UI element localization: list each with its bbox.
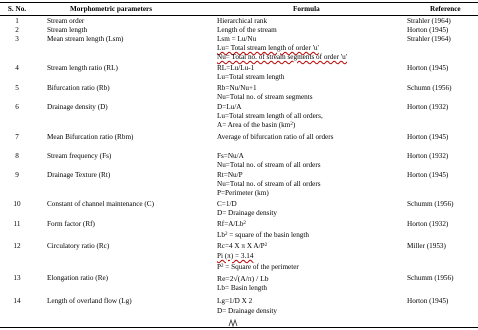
- row-13-formula-2: Lb= Basin length: [217, 284, 267, 292]
- row-10-formula-1: C=1/D: [217, 200, 237, 208]
- row-3-formula-1: Lsm = Lu/Nu: [217, 35, 257, 43]
- row-5-ref: Schumn (1956): [407, 84, 452, 92]
- table-bottom-rule: [0, 327, 478, 328]
- row-1-sno: 1: [15, 17, 19, 25]
- row-9-formula-1: Rt=Nu/P: [217, 171, 243, 179]
- row-10-ref: Schumm (1956): [407, 200, 454, 208]
- row-14-sno: 14: [13, 297, 21, 305]
- row-5-formula-1: Rb=Nu/Nu+1: [217, 84, 257, 92]
- row-12-formula-2: Pi (π) = 3.14: [217, 252, 254, 260]
- row-12-formula-1: Rc=4 X π X $A/P^2$: [217, 242, 268, 250]
- row-4-param: Stream length ratio (RL): [47, 64, 118, 72]
- row-3-formula-3: Nu= Total no. of stream segments of order 'u': [217, 53, 347, 61]
- row-14-formula-1: Lg=1/D X 2: [217, 297, 253, 305]
- row-11-formula-1: $Rf=A/Lb^2$: [217, 220, 246, 228]
- row-14-param: Length of overland flow (Lg): [47, 297, 132, 305]
- row-1-ref: Strahler (1964): [407, 17, 451, 25]
- row-14-ref: Horton (1945): [407, 297, 449, 305]
- row-10-sno: 10: [13, 200, 21, 208]
- row-9-formula-2: Nu=Total no. of stream of all orders: [217, 180, 321, 188]
- row-8-param: Stream frequency (Fs): [47, 152, 112, 160]
- row-4-ref: Horton (1945): [407, 64, 449, 72]
- row-9-param: Drainage Texture (Rt): [47, 171, 111, 179]
- row-7-sno: 7: [15, 133, 19, 141]
- scribble-mark: [228, 318, 238, 328]
- row-7-param: Mean Bifurcation ratio (Rbm): [47, 133, 134, 141]
- row-11-formula-2: $Lb^2$ = square of the basin length: [217, 231, 309, 239]
- row-2-param: Stream length: [47, 26, 88, 34]
- row-4-formula-1: RL=Lu/Lu-1: [217, 64, 255, 72]
- row-6-sno: 6: [15, 103, 19, 111]
- row-9-ref: Horton (1945): [407, 171, 449, 179]
- header-formula: Formula: [293, 5, 320, 13]
- row-12-ref: Miller (1953): [407, 242, 446, 250]
- row-11-sno: 11: [13, 220, 21, 228]
- row-12-formula-3: $P^2$ = Square of the perimeter: [217, 263, 299, 271]
- row-4-formula-2: Lu=Total stream length: [217, 73, 285, 81]
- row-4-sno: 4: [15, 64, 19, 72]
- row-8-formula-2: Nu=Total no. of stream of all orders: [217, 161, 321, 169]
- row-2-formula: Length of the stream: [217, 26, 277, 34]
- row-9-sno: 9: [15, 171, 19, 179]
- row-5-param: Bifurcation ratio (Rb): [47, 84, 110, 92]
- table-top-rule: [0, 2, 478, 3]
- row-13-sno: 13: [13, 274, 21, 282]
- row-3-param: Mean stream length (Lsm): [47, 35, 124, 43]
- header-reference: Reference: [430, 5, 461, 13]
- row-7-formula: Average of bifurcation ratio of all orders: [217, 133, 334, 141]
- row-2-sno: 2: [15, 26, 19, 34]
- row-3-ref: Strahler (1964): [407, 35, 451, 43]
- row-10-param: Constant of channel maintenance (C): [47, 200, 154, 208]
- row-6-formula-2: Lu=Total stream length of all orders,: [217, 112, 323, 120]
- row-6-param: Drainage density (D): [47, 103, 108, 111]
- row-8-ref: Horton (1932): [407, 152, 449, 160]
- row-5-sno: 5: [15, 84, 19, 92]
- row-1-formula: Hierarchical rank: [217, 17, 268, 25]
- header-sno: S. No.: [7, 5, 27, 13]
- header-parameters: Morphometric parameters: [70, 5, 153, 13]
- table-header-rule: [0, 15, 478, 16]
- row-1-param: Stream order: [47, 17, 85, 25]
- row-13-param: Elongation ratio (Re): [47, 274, 109, 282]
- row-11-ref: Horton (1932): [407, 220, 449, 228]
- row-12-sno: 12: [13, 242, 21, 250]
- row-13-ref: Schumm (1956): [407, 274, 454, 282]
- row-6-ref: Horton (1932): [407, 103, 449, 111]
- row-12-param: Circulatory ratio (Rc): [47, 242, 110, 250]
- row-10-formula-2: D= Drainage density: [217, 209, 277, 217]
- row-11-param: Form factor (Rf): [47, 220, 95, 228]
- row-7-ref: Horton (1945): [407, 133, 449, 141]
- row-3-formula-2: Lu= Total stream length of order 'u': [217, 44, 319, 52]
- row-6-formula-1: D=Lu/A: [217, 103, 242, 111]
- row-3-sno: 3: [15, 35, 19, 43]
- row-2-ref: Horton (1945): [407, 26, 449, 34]
- row-9-formula-3: P=Perimeter (km): [217, 189, 269, 197]
- row-6-formula-3: A= Area of the basin $(km^2)$: [217, 121, 296, 129]
- row-5-formula-2: Nu=Total no. of stream segments: [217, 93, 313, 101]
- row-14-formula-2: D= Drainage density: [217, 307, 277, 315]
- row-8-formula-1: Fs=Nu/A: [217, 152, 244, 160]
- row-13-formula-1: Re=2√(A/π) / Lb: [217, 274, 269, 283]
- row-8-sno: 8: [15, 152, 19, 160]
